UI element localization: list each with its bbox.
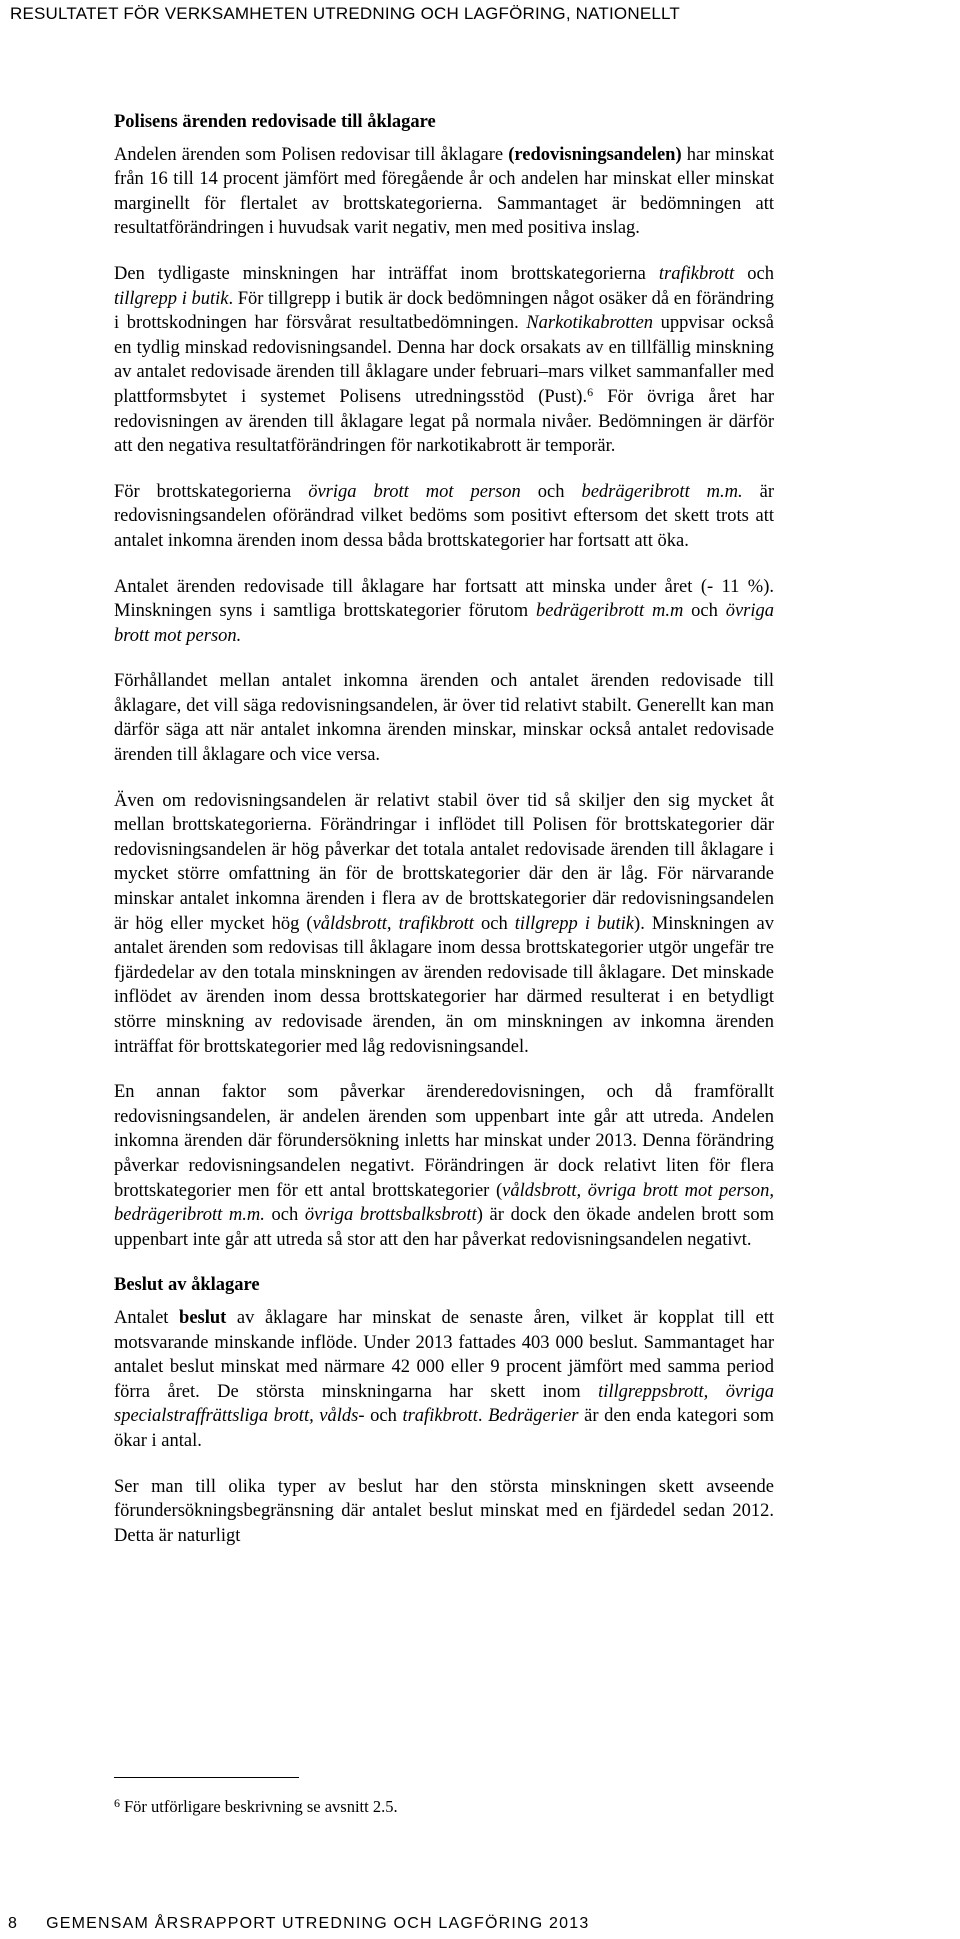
paragraph — [114, 789, 774, 1060]
text-run: Den tydligaste minskningen har inträffat inom brottskategorierna — [114, 263, 659, 284]
italic-term: övriga brott mot person. — [114, 601, 774, 646]
italic-term: våldsbrott, övriga brott mot person, bedrägeribrott m.m. — [114, 1180, 775, 1226]
text-run: och — [683, 601, 726, 622]
italic-term: övriga brott mot person — [308, 481, 521, 502]
footnote-divider — [114, 1777, 299, 1778]
text-run: uppvisar också en tydlig minskad redovisningsandel. Denna har dock orsakats av en tillfällig minskning av antalet redovisade ärenden till åklagare under februari–mars vilket sammanfaller med plattformsbytet i systemet Polisens utredningsstöd (Pust). — [114, 313, 774, 407]
paragraph — [114, 1080, 774, 1252]
text-run: och — [520, 481, 582, 502]
text-run: och — [473, 913, 515, 934]
text-run: Andelen ärenden som Polisen redovisar till åklagare — [114, 144, 509, 165]
text-run: För övriga året har redovisningen av ärenden till åklagare legat på normala nivåer. Bedömningen är därför att den negativa resultatförändringen för narkotikabrott är temporär. — [114, 386, 775, 457]
bold-term: beslut — [179, 1307, 227, 1328]
text-run: Antalet — [114, 1307, 180, 1328]
bold-term: (redovisningsandelen) — [508, 144, 682, 165]
paragraph — [114, 262, 774, 459]
text-run: av åklagare har minskat de senaste åren, vilket är kopplat till ett motsvarande minskande inflöde. Under 2013 fattades 403 000 beslut. Sammantaget har antalet beslut minskat med närmare 42 000 eller 9 procent jämfört med samma period förra året. De största minskningarna har skett inom — [114, 1307, 775, 1402]
italic-term: trafikbrott — [402, 1406, 478, 1427]
text-run: och — [734, 263, 775, 284]
page-content — [114, 110, 774, 1548]
text-run: är redovisningsandelen oförändrad vilket bedöms som positivt eftersom det skett trots att antalet inkomna ärenden inom dessa båda brottskategorier har fortsatt att öka. — [114, 481, 774, 551]
paragraph: Förhållandet mellan antalet inkomna ärenden och antalet ärenden redovisade till åklagare, det vill säga redovisningsandelen, är över tid relativt stabilt. Generellt kan man därför säga att när antalet inkomna ärenden minskar, minskar också antalet redovisade ärenden till åklagare och vice versa. — [114, 671, 774, 766]
italic-term: övriga brottsbalksbrott — [304, 1205, 477, 1226]
footnote-text: För utförligare beskrivning se avsnitt 2.5. — [124, 1797, 398, 1816]
footnote — [114, 1797, 398, 1817]
footnote-number: 6 — [114, 1796, 120, 1810]
running-header: RESULTATET FÖR VERKSAMHETEN UTREDNING OCH LAGFÖRING, NATIONELLT — [10, 4, 681, 23]
paragraph — [114, 143, 774, 241]
italic-term: Narkotikabrotten — [526, 313, 654, 334]
text-run: har minskat från 16 till 14 procent jämfört med föregående år och andelen har minskat eller minskat marginellt för flertalet av brottskategorierna. Sammantaget är bedömningen att resultatförändringen i huvudsak varit negativ, men med positiva inslag. — [114, 144, 774, 239]
text-run: ) är dock den ökade andelen brott som uppenbart inte går att utreda så stor att den har påverkat redovisningsandelen negativt. — [114, 1205, 774, 1250]
text-run: och — [264, 1205, 305, 1226]
section-heading-beslut-av-aklagare: Beslut av åklagare — [114, 1275, 260, 1296]
italic-term: våldsbrott, trafikbrott — [312, 913, 474, 934]
italic-term: bedrägeribrott m.m — [535, 601, 684, 622]
text-run: Antalet ärenden redovisade till åklagare har fortsatt att minska under året (- 11 %). Minskningen syns i samtliga brottskategorier förutom — [114, 576, 774, 622]
paragraph: Ser man till olika typer av beslut har den största minskningen skett avseende förundersökningsbegränsning där antalet beslut minskat med en fjärdedel sedan 2012. Detta är naturligt — [114, 1476, 774, 1546]
section-heading-polisens-arenden: Polisens ärenden redovisade till åklagare — [114, 112, 436, 132]
publication-title: GEMENSAM ÅRSRAPPORT UTREDNING OCH LAGFÖRING 2013 — [46, 1915, 590, 1932]
text-run: Även om redovisningsandelen är relativt stabil över tid så skiljer den sig mycket åt mellan brottskategorierna. Förändringar i inflödet till Polisen för brottskategorier där redovisningsandelen är hög påverkar det totala antalet redovisade ärenden till åklagare i mycket större omfattning än för de brottskategorier där den är låg. För närvarande minskar antalet inkomna ärenden i flera av de brottskategorier där redovisningsandelen är hög eller mycket hög ( — [114, 790, 774, 934]
italic-term: tillgrepp i butik — [514, 913, 635, 934]
text-run: En annan faktor som påverkar ärenderedovisningen, och då framförallt redovisningsandelen, är andelen ärenden som uppenbart inte går att utreda. Andelen inkomna ärenden där förundersökning inletts har minskat under 2013. Denna förändring påverkar redovisningsandelen negativt. Förändringen är dock relativt liten för flera brottskategorier men för ett antal brottskategorier ( — [114, 1082, 774, 1201]
text-run: och — [364, 1406, 403, 1427]
text-run: är den enda kategori som ökar i antal. — [114, 1406, 775, 1451]
italic-term: bedrägeribrott m.m. — [581, 481, 743, 502]
italic-term: trafikbrott — [658, 263, 735, 284]
italic-term: tillgrepp i butik — [114, 288, 229, 309]
page-number: 8 — [8, 1915, 19, 1932]
paragraph — [114, 480, 774, 554]
footnote-reference[interactable]: 6 — [587, 384, 594, 399]
text-run: . — [477, 1406, 489, 1427]
text-run: . För tillgrepp i butik är dock bedömningen något osäker då en förändring i brottskodningen har försvårat resultatbedömningen. — [114, 288, 774, 334]
paragraph — [114, 575, 774, 649]
text-run: ). Minskningen av antalet ärenden som redovisas till åklagare inom dessa brottskategorier utgör ungefär tre fjärdedelar av den totala minskningen av ärenden redovisade till åklagare. Det minskade inflödet av ärenden inom dessa brottskategorier har därmed resulterat i en betydligt större minskning av redovisade ärenden, än om minskningen av inkomna ärenden inträffat för brottskategorier med låg redovisningsandel. — [114, 913, 775, 1057]
italic-term: tillgreppsbrott, övriga specialstraffrättsliga brott, vålds- — [114, 1381, 775, 1427]
text-run: För brottskategorierna — [114, 481, 309, 502]
running-footer — [8, 1915, 589, 1933]
italic-term: Bedrägerier — [488, 1406, 579, 1427]
paragraph — [114, 1306, 774, 1454]
